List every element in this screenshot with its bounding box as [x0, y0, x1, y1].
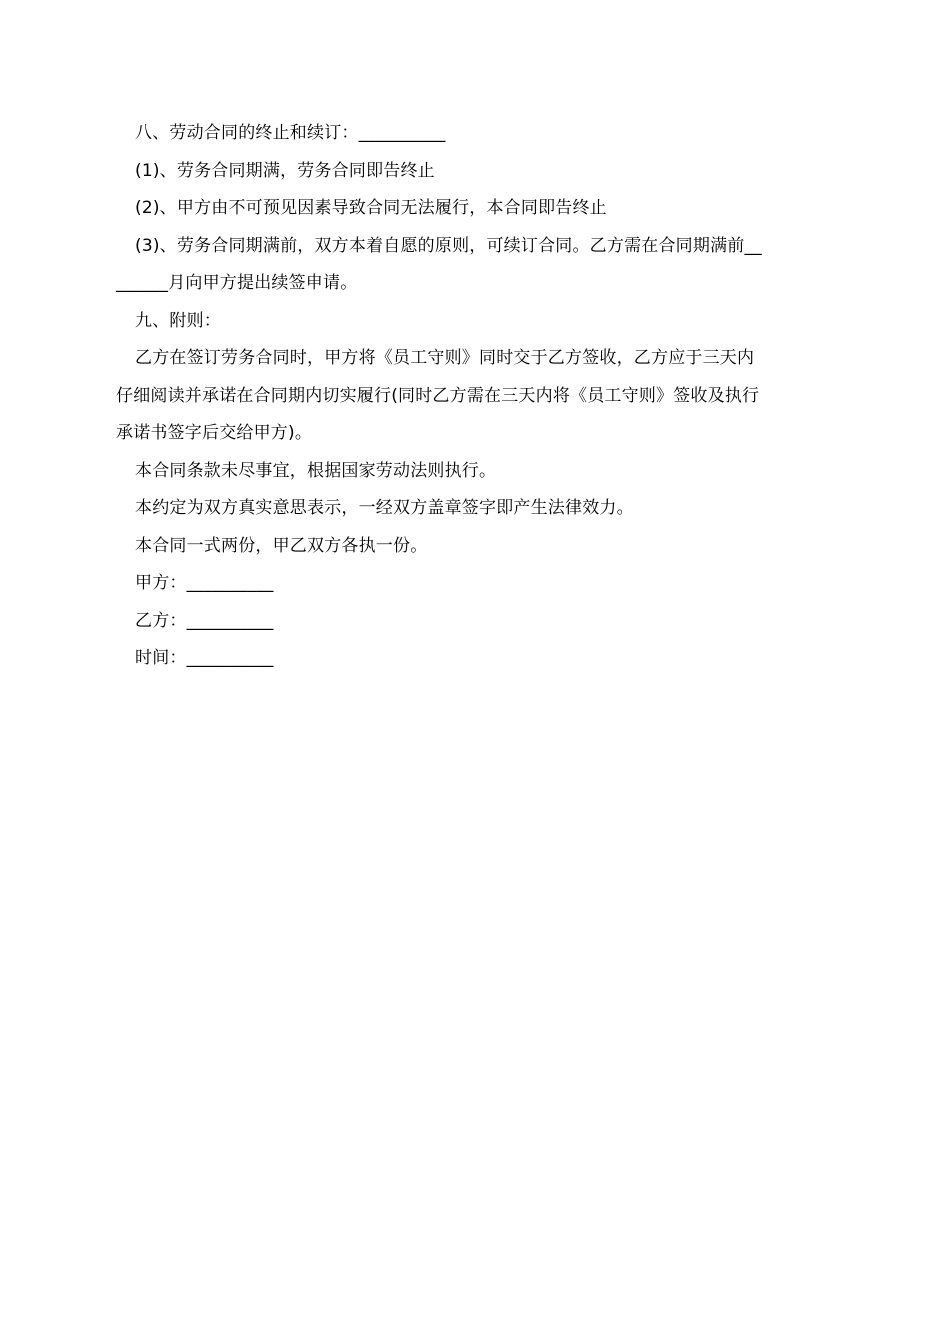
paragraph-1-line-3: 承诺书签字后交给甲方)。	[116, 423, 313, 443]
section-8-heading: 八、劳动合同的终止和续订：__________	[135, 123, 446, 143]
document-body	[116, 123, 836, 686]
date-signature-line: 时间：__________	[135, 648, 274, 668]
paragraph-1-line-1: 乙方在签订劳务合同时，甲方将《员工守则》同时交于乙方签收，乙方应于三天内	[135, 348, 755, 368]
party-b-signature-line: 乙方：__________	[135, 610, 274, 631]
section-8-item-2: (2)、甲方由不可预见因素导致合同无法履行，本合同即告终止	[135, 198, 607, 218]
section-9-paragraph-2: 本合同条款未尽事宜，根据国家劳动法则执行。	[135, 460, 497, 481]
section-9-paragraph-1	[116, 348, 836, 443]
section-9-paragraph-4: 本合同一式两份，甲乙双方各执一份。	[135, 535, 428, 556]
section-8-item-1: (1)、劳务合同期满，劳务合同即告终止	[135, 160, 435, 181]
section-8-item-3: (3)、劳务合同期满前，双方本着自愿的原则，可续订合同。乙方需在合同期满前__	[135, 235, 762, 256]
section-8-item-3-continued: ______月向甲方提出续签申请。	[116, 273, 358, 293]
paragraph-1-line-2: 仔细阅读并承诺在合同期内切实履行(同时乙方需在三天内将《员工守则》签收及执行	[116, 385, 760, 406]
section-9-paragraph-3: 本约定为双方真实意思表示，一经双方盖章签字即产生法律效力。	[135, 498, 634, 518]
party-a-signature-line: 甲方：__________	[135, 573, 274, 593]
section-9-heading: 九、附则：	[135, 310, 221, 331]
